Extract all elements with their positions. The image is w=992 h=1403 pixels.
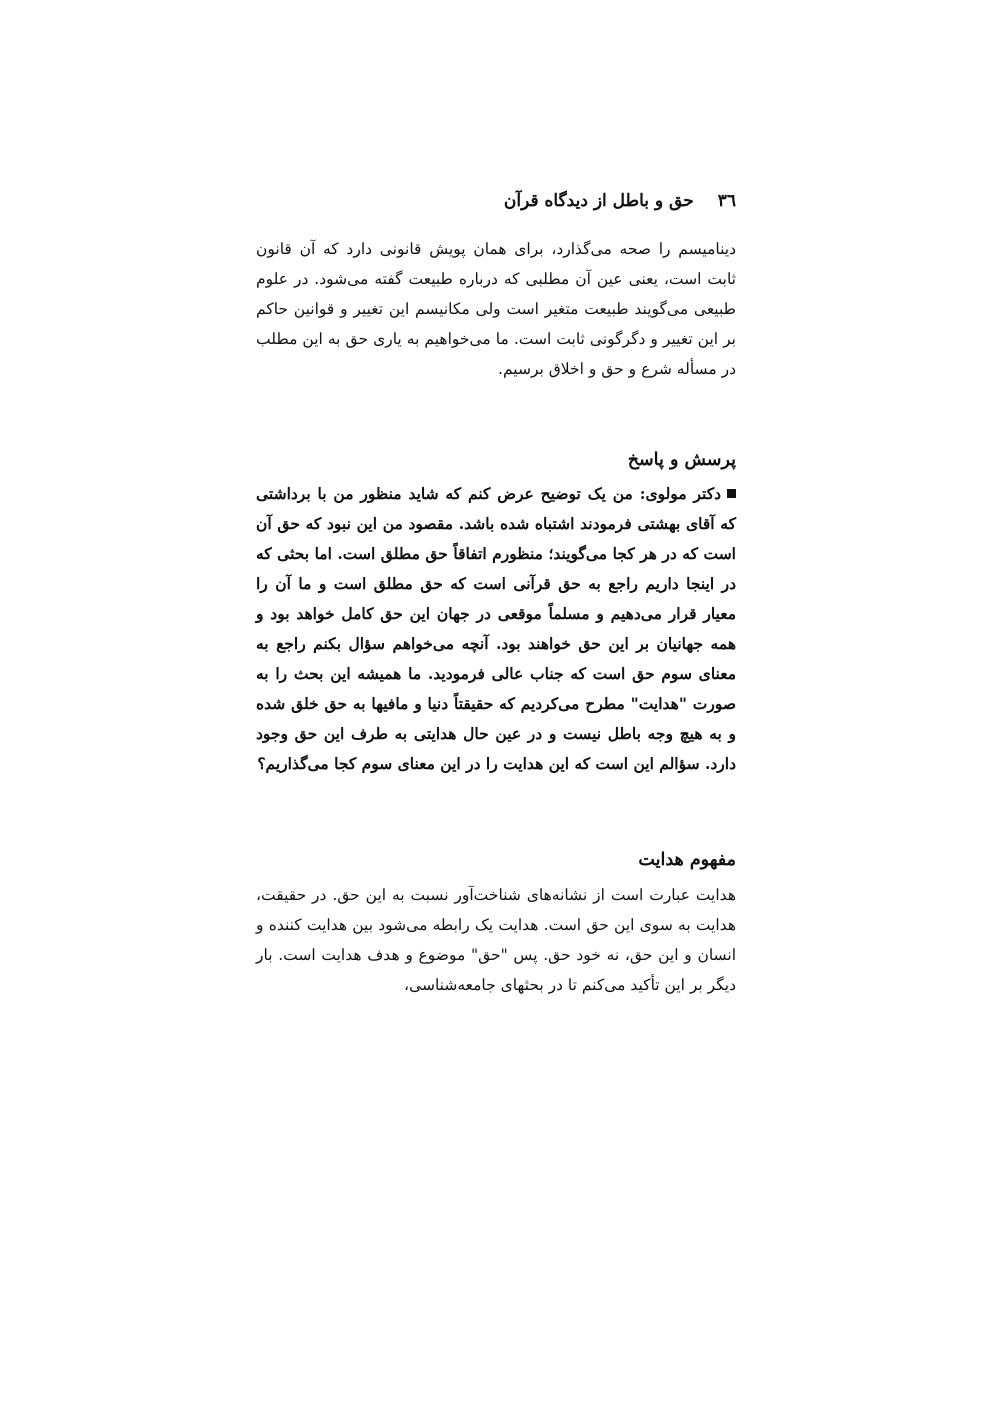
book-page bbox=[256, 0, 736, 1403]
question-text: دکتر مولوی: من یک توضیح عرض کنم که شاید منظور من با برداشتی که آقای بهشتی فرمودند اشتباه شده باشد. مقصود من این نبود که حق آن است که در هر کجا می‌گویند؛ منظورم اتفاقاً حق مطلق است. اما بحثی که در اینجا داریم راجع به حق قرآنی است که حق مطلق است و ما آن را معیار قرار می‌دهیم و مسلماً موقعی در جهان این حق کامل خواهد بود و همه جهانیان بر این حق خواهند بود. آنچه می‌خواهم سؤال بکنم راجع به معنای سوم حق است که جناب عالی فرمودید. ما همیشه این بحث را به صورت "هدایت" مطرح می‌کردیم که حقیقتاً دنیا و مافیها به حق خلق شده و به هیچ وجه باطل نیست و در عین حال هدایتی به طرف این حق وجود دارد. سؤالم این است که این هدایت را در این معنای سوم کجا می‌گذاریم؟ bbox=[256, 484, 737, 773]
section-heading-guidance: مفهوم هدایت bbox=[638, 850, 736, 870]
page-number: ٣٦ bbox=[717, 191, 736, 211]
running-head-title: حق و باطل از دیدگاه قرآن bbox=[503, 191, 694, 211]
question-paragraph bbox=[256, 479, 736, 779]
guidance-paragraph: هدایت عبارت است از نشانه‌های شناخت‌آور نسبت به این حق. در حقیقت، هدایت به سوی این حق است. هدایت یک رابطه می‌شود بین هدایت کننده و انسان و این حق، نه خود حق. پس "حق" موضوع و هدف هدایت است. بار دیگر بر این تأکید می‌کنم تا در بحثهای جامعه‌شناسی، bbox=[256, 886, 736, 994]
paragraph-continuation: دینامیسم را صحه می‌گذارد، برای همان پویش قانونی دارد که آن قانون ثابت است، یعنی عین آن مطلبی که درباره طبیعت گفته می‌شود. در علوم طبیعی می‌گویند طبیعت متغیر است ولی مکانیسم این تغییر و قوانین حاکم بر این تغییر و دگرگونی ثابت است. ما می‌خواهیم به یاری حق به این مطلب در مسأله شرع و حق و اخلاق برسیم. bbox=[256, 240, 736, 378]
running-head bbox=[256, 186, 736, 216]
section-heading-questions: پرسش و پاسخ bbox=[627, 450, 736, 470]
square-bullet-icon bbox=[727, 489, 736, 498]
